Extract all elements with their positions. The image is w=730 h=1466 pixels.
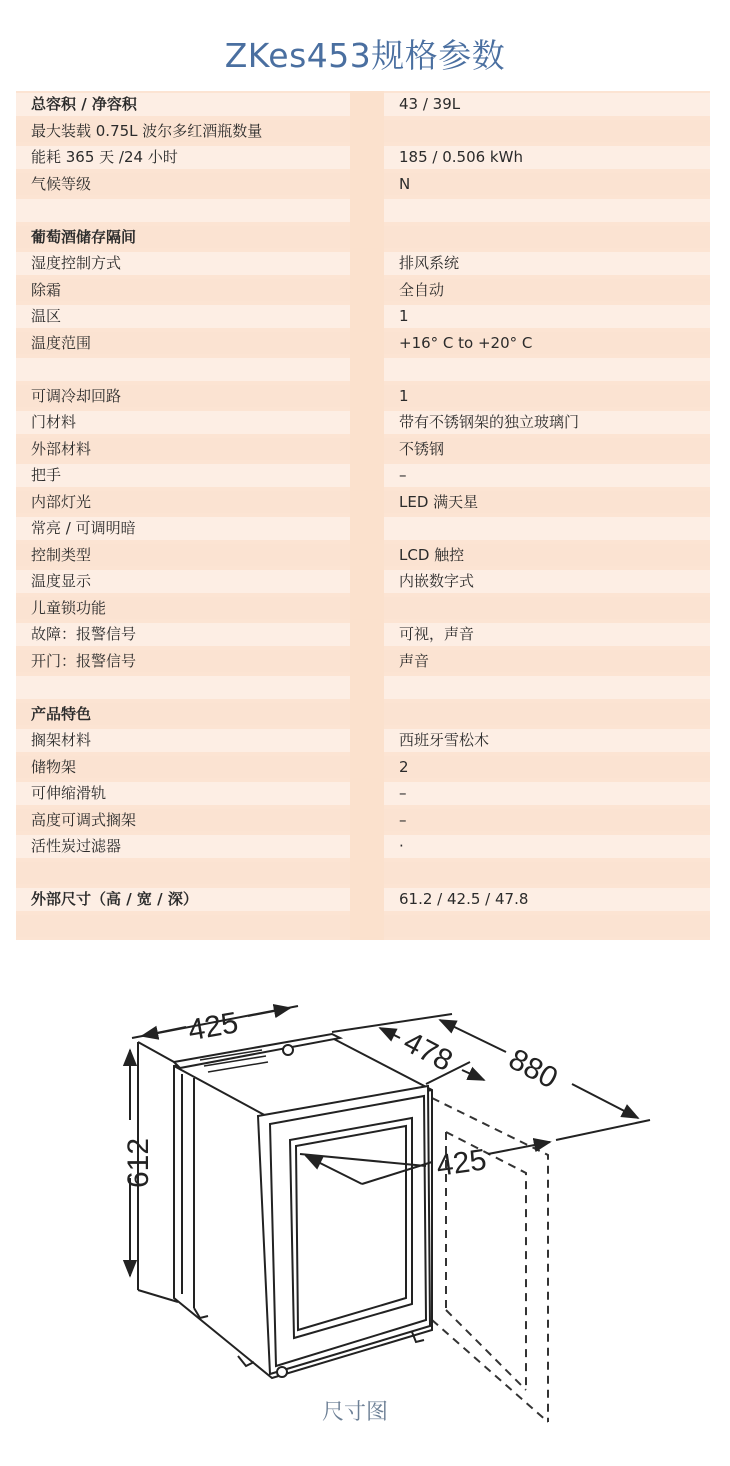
spec-value: 43 / 39L: [384, 93, 710, 116]
spec-value: 不锈钢: [384, 438, 710, 461]
spec-row: [16, 171, 710, 198]
spec-row: [16, 356, 710, 383]
spec-label: [16, 199, 350, 222]
spec-row: [16, 568, 710, 595]
spec-value: –: [384, 464, 710, 487]
spec-value: +16° C to +20° C: [384, 332, 710, 355]
spec-label: 儿童锁功能: [16, 597, 350, 620]
spec-value: –: [384, 782, 710, 805]
spec-value: [384, 597, 710, 620]
spec-label: 湿度控制方式: [16, 252, 350, 275]
spec-value: 西班牙雪松木: [384, 729, 710, 752]
spec-label: 把手: [16, 464, 350, 487]
spec-value: [384, 915, 710, 938]
spec-value: [384, 226, 710, 249]
spec-value: [384, 703, 710, 726]
spec-value: 排风系统: [384, 252, 710, 275]
spec-value: 61.2 / 42.5 / 47.8: [384, 888, 710, 911]
dimension-diagram: [0, 990, 730, 1430]
spec-label: 温度范围: [16, 332, 350, 355]
spec-value: [384, 517, 710, 540]
width-top-label: 425: [185, 1006, 241, 1048]
spec-value: 可视，声音: [384, 623, 710, 646]
spec-row: [16, 250, 710, 277]
height-label: 612: [122, 1137, 155, 1188]
spec-row: [16, 780, 710, 807]
spec-label: 高度可调式搁架: [16, 809, 350, 832]
spec-label: 可调冷却回路: [16, 385, 350, 408]
spec-row: [16, 595, 710, 622]
spec-row: [16, 727, 710, 754]
spec-label: [16, 915, 350, 938]
spec-value: [384, 199, 710, 222]
spec-value: LCD 触控: [384, 544, 710, 567]
spec-label: 开门：报警信号: [16, 650, 350, 673]
spec-label: 除霜: [16, 279, 350, 302]
spec-label: 温度显示: [16, 570, 350, 593]
spec-label: 外部尺寸（高 / 宽 / 深）: [16, 888, 350, 911]
spec-row: [16, 515, 710, 542]
spec-row: [16, 436, 710, 463]
spec-row: [16, 807, 710, 834]
spec-label: 温区: [16, 305, 350, 328]
cabinet-body: [174, 1034, 432, 1378]
spec-value: [384, 358, 710, 381]
spec-value: 带有不锈钢架的独立玻璃门: [384, 411, 710, 434]
spec-row: [16, 674, 710, 701]
spec-value: [384, 120, 710, 143]
spec-label: [16, 676, 350, 699]
spec-label: 故障：报警信号: [16, 623, 350, 646]
depth-open-label: 880: [503, 1042, 563, 1096]
spec-row: [16, 118, 710, 145]
spec-value: 1: [384, 305, 710, 328]
spec-table: [16, 91, 710, 940]
spec-label: 内部灯光: [16, 491, 350, 514]
spec-value: 声音: [384, 650, 710, 673]
spec-row: [16, 833, 710, 860]
spec-row: [16, 860, 710, 887]
spec-value: [384, 862, 710, 885]
spec-row: [16, 197, 710, 224]
spec-label: 气候等级: [16, 173, 350, 196]
depth-top-label: 478: [398, 1025, 458, 1079]
spec-label: 控制类型: [16, 544, 350, 567]
spec-value: ·: [384, 835, 710, 858]
spec-row: [16, 144, 710, 171]
spec-label: 总容积 / 净容积: [16, 93, 350, 116]
spec-value: [384, 676, 710, 699]
spec-label: 储物架: [16, 756, 350, 779]
spec-row: [16, 277, 710, 304]
spec-value: LED 满天星: [384, 491, 710, 514]
spec-row: [16, 754, 710, 781]
width-front-label: 425: [434, 1143, 489, 1183]
spec-row: [16, 383, 710, 410]
spec-row: [16, 303, 710, 330]
spec-row: [16, 330, 710, 357]
spec-row: [16, 542, 710, 569]
spec-row: [16, 886, 710, 913]
spec-value: 1: [384, 385, 710, 408]
spec-label: 外部材料: [16, 438, 350, 461]
spec-value: N: [384, 173, 710, 196]
spec-row: [16, 648, 710, 675]
spec-label: 产品特色: [16, 703, 350, 726]
spec-label: [16, 358, 350, 381]
spec-label: 可伸缩滑轨: [16, 782, 350, 805]
spec-label: 葡萄酒储存隔间: [16, 226, 350, 249]
spec-row: [16, 409, 710, 436]
spec-label: 活性炭过滤器: [16, 835, 350, 858]
spec-label: 最大装载 0.75L 波尔多红酒瓶数量: [16, 120, 350, 143]
spec-row: [16, 621, 710, 648]
spec-label: 门材料: [16, 411, 350, 434]
spec-value: 内嵌数字式: [384, 570, 710, 593]
spec-row: [16, 91, 710, 118]
spec-label: 搁架材料: [16, 729, 350, 752]
spec-row: [16, 489, 710, 516]
spec-row: [16, 701, 710, 728]
spec-row: [16, 224, 710, 251]
spec-row: [16, 913, 710, 940]
spec-label: [16, 862, 350, 885]
spec-value: 2: [384, 756, 710, 779]
spec-label: 能耗 365 天 /24 小时: [16, 146, 350, 169]
spec-value: 185 / 0.506 kWh: [384, 146, 710, 169]
spec-row: [16, 462, 710, 489]
spec-value: 全自动: [384, 279, 710, 302]
diagram-caption: 尺寸图: [321, 1400, 388, 1425]
spec-label: 常亮 / 可调明暗: [16, 517, 350, 540]
spec-value: –: [384, 809, 710, 832]
page-title: ZKes453规格参数: [224, 36, 506, 75]
